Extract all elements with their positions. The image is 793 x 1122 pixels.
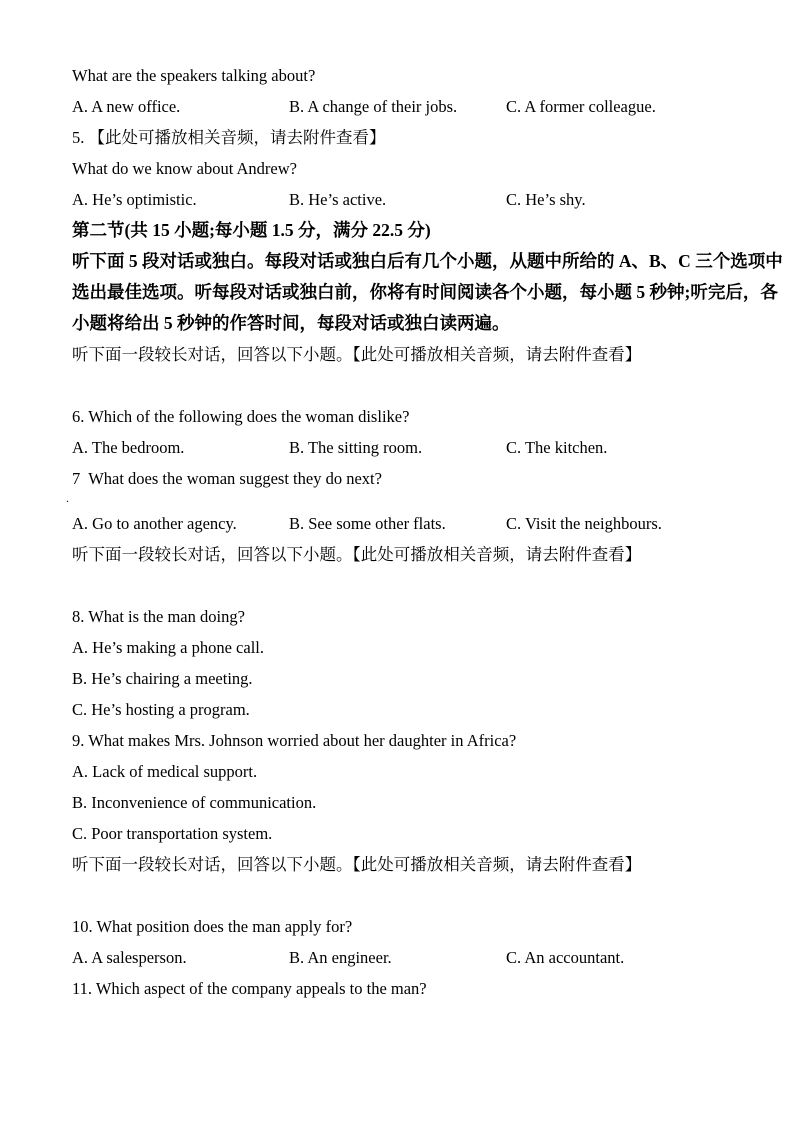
spacer — [72, 570, 721, 601]
option-a: A. Lack of medical support. — [72, 762, 258, 781]
option-a: A. A new office. — [72, 97, 181, 116]
option-a: A. A salesperson. — [72, 948, 187, 967]
section-instructions-line-2: 选出最佳选项。听每段对话或独白前，你将有时间阅读各个小题，每小题 5 秒钟;听完后，各 — [72, 282, 778, 302]
option-c: C. Poor transportation system. — [72, 824, 273, 843]
option-c: C. A former colleague. — [506, 97, 656, 116]
stray-period-mark: . — [66, 491, 69, 505]
question-stem: What are the speakers talking about? — [72, 66, 316, 85]
question-block-9 — [72, 725, 721, 849]
question-stem: 6. Which of the following does the woman dislike? — [72, 407, 410, 426]
question-stem: 7 What does the woman suggest they do next? — [72, 469, 382, 488]
options-row — [72, 432, 721, 463]
question-block-7 — [66, 463, 721, 539]
section-heading: 第二节(共 15 小题;每小题 1.5 分，满分 22.5 分) — [72, 220, 431, 240]
option-c: C. The kitchen. — [506, 438, 608, 457]
question-block-10 — [72, 911, 721, 973]
section-instructions-line-1: 听下面 5 段对话或独白。每段对话或独白后有几个小题，从题中所给的 A、B、C 三个选项中 — [72, 251, 783, 271]
options-row — [72, 942, 721, 973]
option-c: C. He’s shy. — [506, 190, 586, 209]
option-b: B. He’s chairing a meeting. — [72, 669, 253, 688]
section-2-header — [72, 215, 783, 339]
option-b: B. The sitting room. — [289, 438, 423, 457]
option-a: A. He’s making a phone call. — [72, 638, 264, 657]
option-c: C. He’s hosting a program. — [72, 700, 250, 719]
question-stem: What do we know about Andrew? — [72, 159, 297, 178]
options-row — [72, 91, 721, 122]
spacer — [72, 880, 721, 911]
audio-note: 5. 【此处可播放相关音频，请去附件查看】 — [72, 128, 386, 147]
options-row — [72, 184, 721, 215]
option-a: A. He’s optimistic. — [72, 190, 197, 209]
question-stem: 10. What position does the man apply for? — [72, 917, 353, 936]
option-b: B. An engineer. — [289, 948, 392, 967]
question-block-6 — [72, 401, 721, 463]
dialog-intro-1: 听下面一段较长对话，回答以下小题。【此处可播放相关音频，请去附件查看】 — [72, 345, 642, 364]
option-c: C. An accountant. — [506, 948, 625, 967]
question-stem: 11. Which aspect of the company appeals to the man? — [72, 979, 427, 998]
option-b: B. See some other flats. — [289, 514, 446, 533]
spacer — [72, 370, 721, 401]
option-b: B. Inconvenience of communication. — [72, 793, 317, 812]
option-a: A. The bedroom. — [72, 438, 185, 457]
question-block-11 — [72, 973, 721, 1004]
question-stem: 8. What is the man doing? — [72, 607, 245, 626]
question-block-5 — [72, 122, 721, 215]
question-block-8 — [72, 601, 721, 725]
option-b: B. He’s active. — [289, 190, 387, 209]
question-stem: 9. What makes Mrs. Johnson worried about her daughter in Africa? — [72, 731, 517, 750]
option-a: A. Go to another agency. — [72, 514, 237, 533]
dialog-intro-3: 听下面一段较长对话，回答以下小题。【此处可播放相关音频，请去附件查看】 — [72, 855, 642, 874]
section-instructions-line-3: 小题将给出 5 秒钟的作答时间，每段对话或独白读两遍。 — [72, 313, 510, 333]
option-c: C. Visit the neighbours. — [506, 514, 662, 533]
dialog-intro-2: 听下面一段较长对话，回答以下小题。【此处可播放相关音频，请去附件查看】 — [72, 545, 642, 564]
question-block-top — [72, 60, 721, 122]
option-b: B. A change of their jobs. — [289, 97, 458, 116]
options-row — [72, 508, 721, 539]
